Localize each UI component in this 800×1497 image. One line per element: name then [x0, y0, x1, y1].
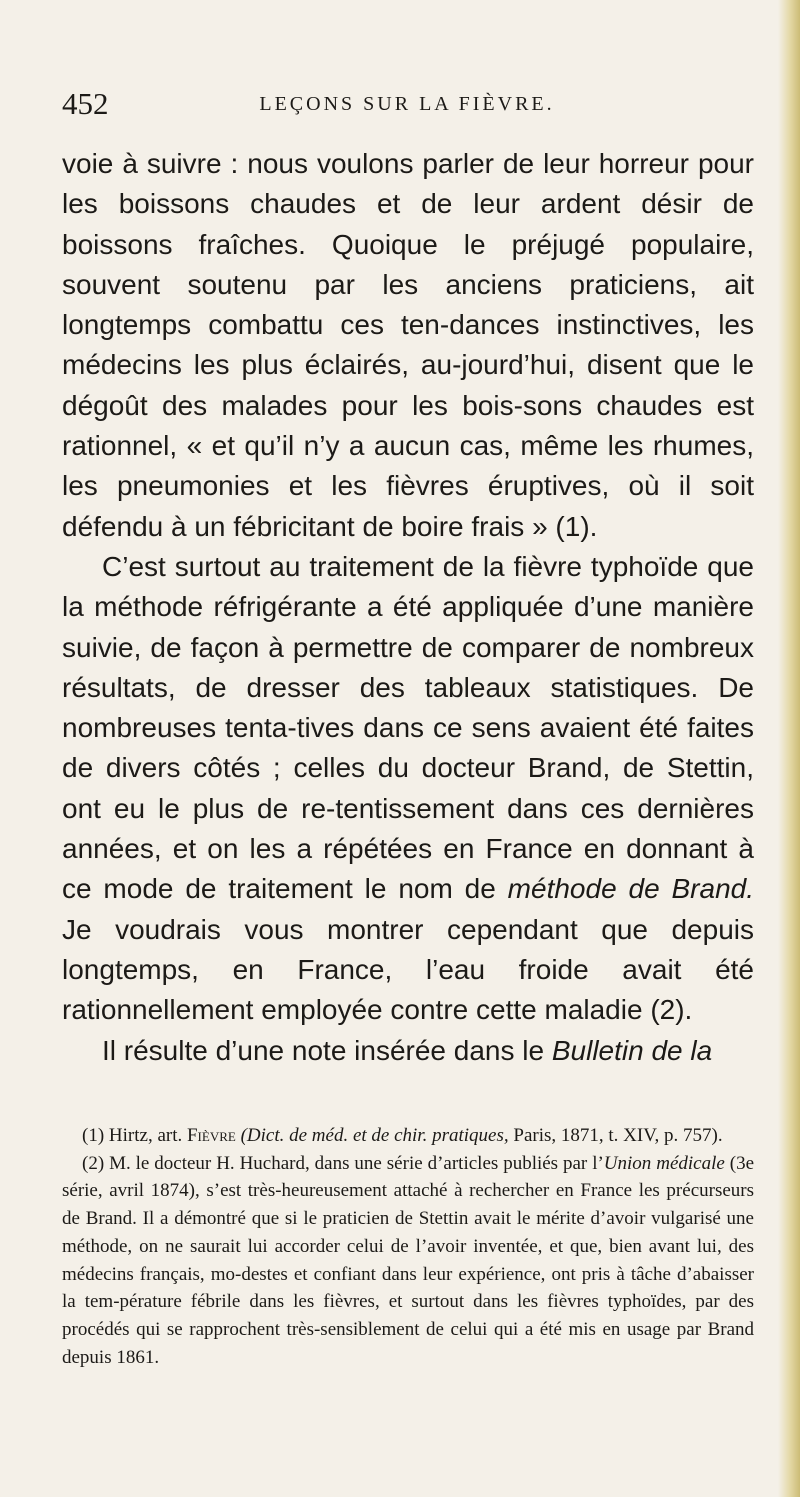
footnote-1-text-a: (1) Hirtz, art.	[82, 1125, 183, 1146]
main-text	[62, 144, 754, 1071]
paragraph-1: voie à suivre : nous voulons parler de leur horreur pour les boissons chaudes et de leur ardent désir de boissons fraîches. Quoique le préjugé populaire, souvent soutenu par les anciens praticiens, ait longtemps combattu ces ten-dances instinctives, les médecins les plus éclairés, au-jourd’hui, disent que le dégoût des malades pour les bois-sons chaudes est rationnel, « et qu’il n’y a aucun cas, même les rhumes, les pneumonies et les fièvres éruptives, où il soit défendu à un fébricitant de boire frais » (1).	[62, 148, 754, 542]
paragraph-2-text-a: C’est surtout au traitement de la fièvre typhoïde que la méthode réfrigérante a été appliquée d’une manière suivie, de façon à permettre de comparer de nombreux résultats, de dresser des tableaux statistiques. De nombreuses tenta-tives dans ce sens avaient été faites de divers côtés ; celles du docteur Brand, de Stettin, ont eu le plus de re-tentissement dans ces dernières années, et on les a répétées en France en donnant à ce mode de traitement le nom de	[62, 550, 754, 905]
paragraph-3-text: Il résulte d’une note insérée dans le	[102, 1034, 545, 1066]
footnotes	[62, 1122, 754, 1371]
footnote-1-text-b: Paris, 1871, t. XIV, p. 757).	[513, 1125, 723, 1146]
bulletin-italic: Bulletin de la	[551, 1034, 713, 1066]
paragraph-2	[62, 547, 754, 1031]
paragraph-2-text-b: Je voudrais vous montrer cependant que depuis longtemps, en France, l’eau froide avait été rationnellement employée contre cette maladie (2).	[62, 913, 754, 1026]
footnote-1-smallcaps: Fièvre	[186, 1125, 236, 1146]
footnote-1	[62, 1122, 754, 1150]
footnote-2-text-a: (2) M. le docteur H. Huchard, dans une série d’articles publiés par l’	[82, 1152, 604, 1174]
page-header	[62, 84, 752, 124]
footnote-1-italic: (Dict. de méd. et de chir. pratiques,	[240, 1125, 509, 1146]
footnote-2	[62, 1150, 754, 1372]
footnote-2-italic: Union médicale	[603, 1152, 725, 1174]
brand-method-italic: méthode de Brand.	[507, 873, 754, 905]
page-edge-shadow	[778, 0, 800, 1497]
footnote-2-text-b: (3e série, avril 1874), s’est très-heureusement attaché à rechercher en France les précurseurs de Brand. Il a démontré que si le praticien de Stettin avait le mérite d’avoir vulgarisé une méthode, on ne saurait lui accorder celui de l’avoir inventée, et que, bien avant lui, des médecins français, mo-destes et confiant dans leur expérience, ont pris à tâche d’abaisser la tem-pérature fébrile dans les fièvres, et surtout dans les fièvres typhoïdes, par des procédés qui se rapprochent très-sensiblement de celui qui a été mis en usage par Brand depuis 1861.	[62, 1152, 755, 1368]
page-number: 452	[62, 86, 109, 121]
running-title: LEÇONS SUR LA FIÈVRE.	[259, 93, 555, 115]
paragraph-3	[62, 1031, 754, 1071]
